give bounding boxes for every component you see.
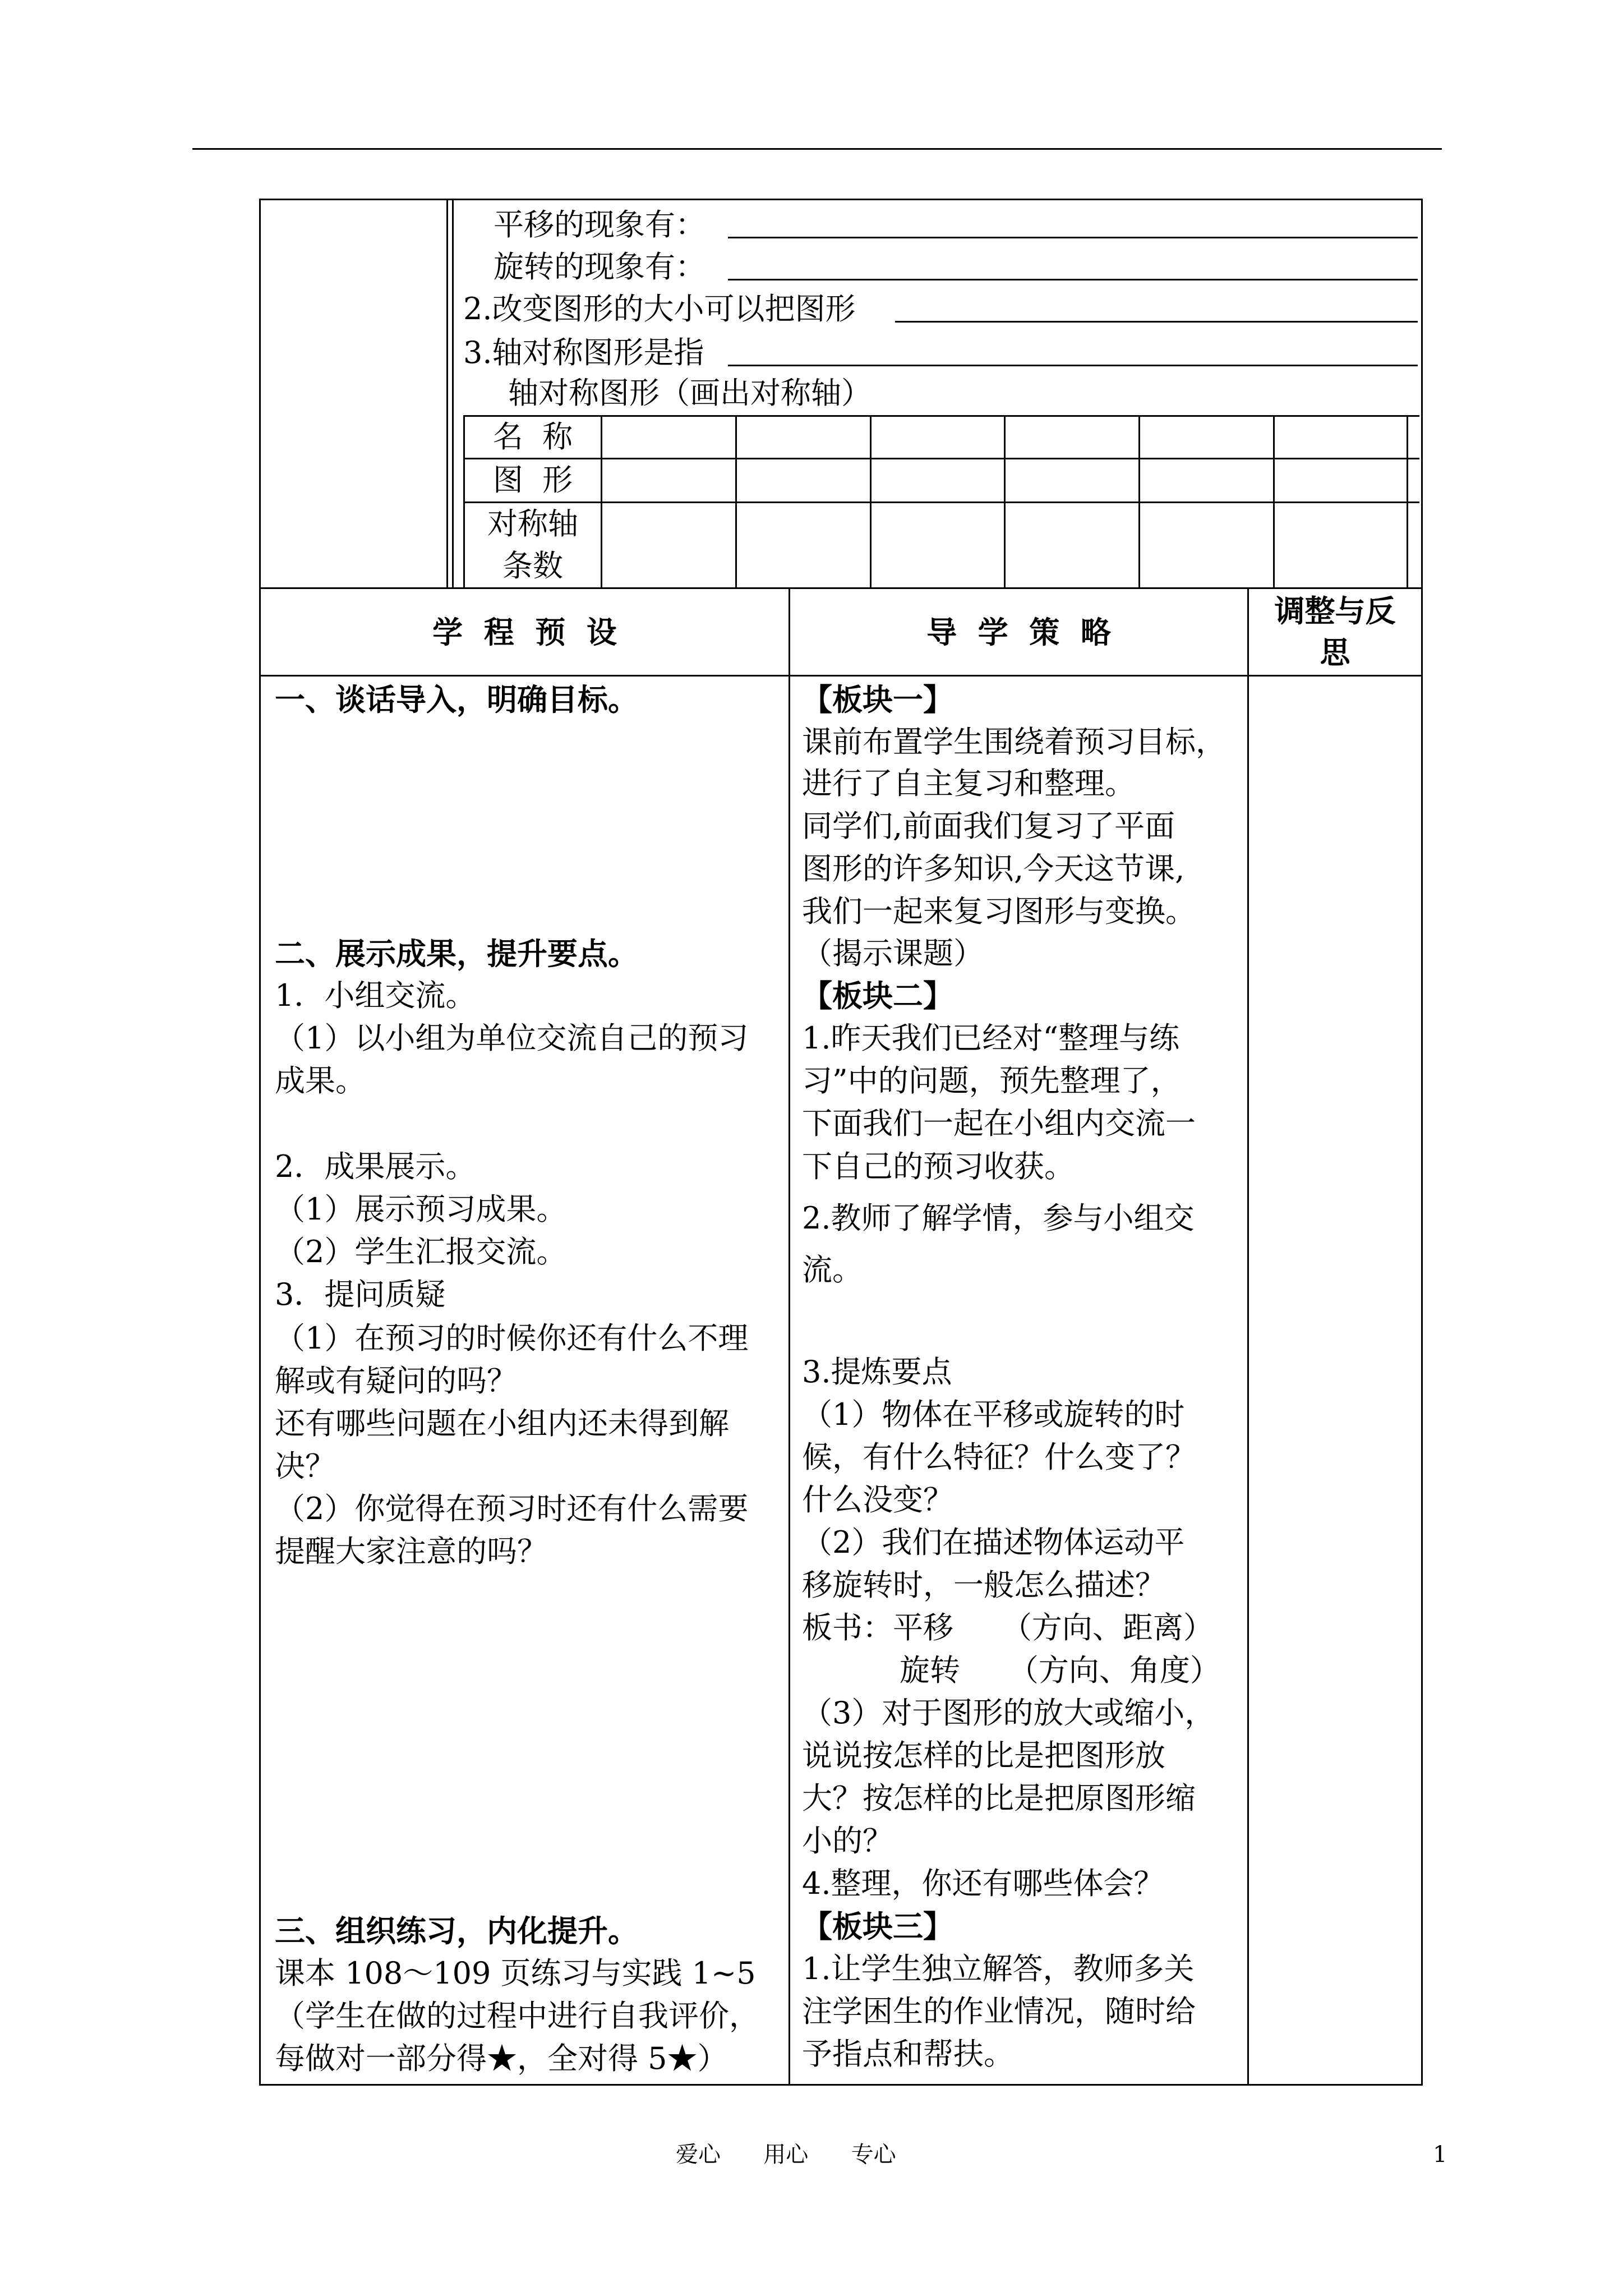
mid-text-line: 下面我们一起在小组内交流一: [802, 1106, 1196, 1141]
translation-blank: [728, 237, 1418, 238]
mid-text-line: （2）我们在描述物体运动平: [802, 1525, 1185, 1560]
main-col-divider-1: [789, 587, 790, 2086]
sym-col-line: [1004, 415, 1006, 589]
sym-row-line: [463, 501, 1419, 503]
table-border-top: [259, 199, 1423, 200]
mid-text-line: 什么没变？: [802, 1482, 953, 1517]
left-text-line: 3．提问质疑: [275, 1277, 446, 1312]
mid-text-line: 予指点和帮扶。: [802, 2036, 1014, 2072]
left-text-line: （学生在做的过程中进行自我评价，: [275, 1998, 759, 2033]
mid-text-line: 移旋转时，一般怎么描述？: [802, 1567, 1165, 1603]
left-text-line: 1．小组交流。: [275, 978, 476, 1013]
mid-text-line: （1）物体在平移或旋转的时: [802, 1397, 1185, 1432]
mid-text-line: 板书：平移 （方向、距离）: [802, 1610, 1214, 1645]
rotation-blank: [728, 279, 1418, 280]
sym-col-line: [1407, 415, 1408, 589]
left-text-line: 课本 108～109 页练习与实践 1~5: [275, 1955, 756, 1991]
page-number: 1: [1433, 2142, 1447, 2168]
mid-text-line: 2.教师了解学情，参与小组交: [802, 1200, 1195, 1236]
section-1-title: 一、谈话导入，明确目标。: [275, 682, 638, 717]
mid-text-line: 同学们,前面我们复习了平面: [802, 808, 1175, 844]
mid-text-line: 小的？: [802, 1823, 893, 1858]
header-adjust-reflect-2: 思: [1320, 634, 1350, 670]
translation-label: 平移的现象有：: [494, 207, 706, 242]
table-border-right: [1421, 199, 1423, 2086]
mid-text-line: 1.昨天我们已经对“整理与练: [802, 1020, 1180, 1056]
sym-col-line: [1273, 415, 1275, 589]
left-text-line: 成果。: [275, 1063, 366, 1098]
table-border-left: [259, 199, 261, 2086]
top-left-double-2: [452, 199, 454, 589]
main-col-divider-2: [1247, 587, 1249, 2086]
footer-motto: 爱心 用心 专心: [676, 2142, 896, 2168]
mid-text-line: 课前布置学生围绕着预习目标，: [802, 724, 1226, 760]
block-2-title: 【板块二】: [802, 978, 953, 1014]
header-adjust-reflect-1: 调整与反: [1274, 593, 1396, 629]
mid-text-line: 3.提炼要点: [802, 1354, 952, 1389]
left-text-line: 每做对一部分得★，全对得 5★）: [275, 2041, 728, 2076]
left-text-line: 解或有疑问的吗？: [275, 1363, 517, 1398]
block-1-title: 【板块一】: [802, 682, 953, 717]
left-text-line: 2．成果展示。: [275, 1149, 476, 1184]
resize-blank: [895, 321, 1418, 323]
left-text-line: 还有哪些问题在小组内还未得到解: [275, 1406, 729, 1441]
left-text-line: 决？: [275, 1448, 335, 1484]
mid-text-line: 1.让学生独立解答，教师多关: [802, 1951, 1195, 1986]
mid-text-line: 4.整理，你还有哪些体会？: [802, 1866, 1164, 1901]
resize-label: 2.改变图形的大小可以把图形: [463, 291, 856, 326]
sym-col-line: [735, 415, 737, 589]
mid-text-line: 候，有什么特征？什么变了？: [802, 1439, 1196, 1475]
block-3-title: 【板块三】: [802, 1908, 953, 1944]
sym-col-line: [870, 415, 872, 589]
mid-text-line: 图形的许多知识,今天这节课,: [802, 851, 1185, 886]
mid-text-line: 说说按怎样的比是把图形放: [802, 1738, 1165, 1773]
mid-text-line: 流。: [802, 1252, 863, 1287]
header-rule: [192, 148, 1442, 150]
mid-text-line: 我们一起来复习图形与变换。: [802, 894, 1196, 929]
sym-row-axis-count-1: 对称轴: [487, 506, 578, 541]
section-3-title: 三、组织练习，内化提升。: [275, 1913, 638, 1949]
sym-col-line: [601, 415, 602, 589]
mid-text-line: （3）对于图形的放大或缩小，: [802, 1695, 1215, 1731]
sym-row-shape: 图 形: [492, 462, 573, 498]
left-text-line: （1）展示预习成果。: [275, 1191, 567, 1227]
axis-figure-label: 轴对称图形（画出对称轴）: [508, 375, 872, 411]
mid-text-line: 习”中的问题，预先整理了，: [802, 1063, 1181, 1098]
mid-text-line: 大？按怎样的比是把原图形缩: [802, 1780, 1196, 1816]
left-text-line: （1）以小组为单位交流自己的预习: [275, 1020, 749, 1056]
sym-col-line: [1138, 415, 1140, 589]
left-text-line: （2）你觉得在预习时还有什么需要: [275, 1491, 749, 1526]
left-text-line: （1）在预习的时候你还有什么不理: [275, 1320, 749, 1356]
sym-row-line: [463, 415, 1419, 417]
mid-text-line: 下自己的预习收获。: [802, 1149, 1075, 1184]
section-2-title: 二、展示成果，提升要点。: [275, 936, 638, 972]
header-study-plan: 学 程 预 设: [432, 614, 617, 650]
mid-text-line: （揭示课题）: [802, 936, 984, 971]
rotation-label: 旋转的现象有：: [494, 249, 706, 284]
left-text-line: 提醒大家注意的吗？: [275, 1534, 547, 1569]
axis-symmetry-blank: [728, 365, 1418, 366]
left-text-line: （2）学生汇报交流。: [275, 1234, 567, 1269]
sym-row-name: 名 称: [492, 419, 573, 454]
mid-text-line: 旋转 （方向、角度）: [900, 1653, 1220, 1688]
sym-row-axis-count-2: 条数: [502, 548, 563, 583]
mid-text-line: 注学困生的作业情况，随时给: [802, 1994, 1196, 2029]
sym-row-line: [463, 458, 1419, 459]
top-left-double-1: [446, 199, 448, 589]
header-guide-strategy: 导 学 策 略: [926, 614, 1111, 650]
axis-symmetry-label: 3.轴对称图形是指: [463, 335, 704, 370]
mid-text-line: 进行了自主复习和整理。: [802, 766, 1135, 801]
